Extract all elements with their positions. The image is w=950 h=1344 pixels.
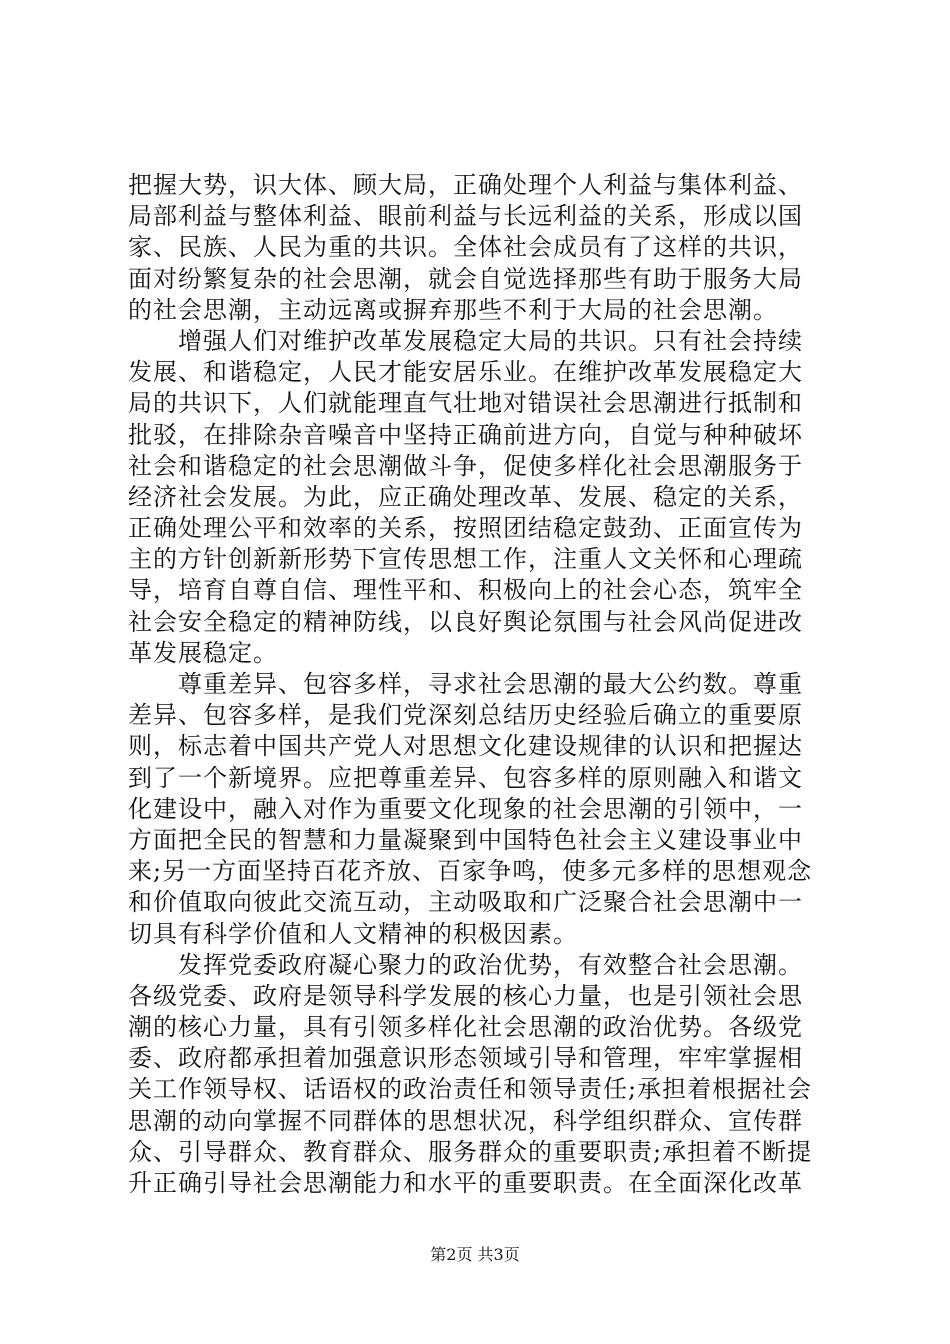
text-line: 来;另一方面坚持百花齐放、百家争鸣，使多元多样的思想观念 (128, 857, 813, 886)
text-line: 把握大势，识大体、顾大局，正确处理个人利益与集体利益、 (128, 171, 803, 199)
text-line: 到了一个新境界。应把尊重差异、包容多样的原则融入和谐文 (128, 763, 803, 792)
text-line: 局的共识下，人们就能理直气壮地对错误社会思潮进行抵制和 (128, 389, 803, 418)
text-line: 主的方针创新新形势下宣传思想工作，注重人文关怀和心理疏 (128, 545, 803, 574)
text-line: 关工作领导权、话语权的政治责任和领导责任;承担着根据社会 (128, 1075, 813, 1104)
text-line: 发展、和谐稳定，人民才能安居乐业。在维护改革发展稳定大 (128, 358, 803, 387)
text-line: 导，培育自尊自信、理性平和、积极向上的社会心态，筑牢全 (128, 576, 803, 605)
text-line: 思潮的动向掌握不同群体的思想状况，科学组织群众、宣传群 (128, 1106, 803, 1135)
text-line: 社会和谐稳定的社会思潮做斗争，促使多样化社会思潮服务于 (128, 451, 803, 480)
text-line: 潮的核心力量，具有引领多样化社会思潮的政治优势。各级党 (128, 1013, 803, 1042)
text-line: 尊重差异、包容多样，寻求社会思潮的最大公约数。尊重 (128, 670, 803, 698)
text-line: 经济社会发展。为此，应正确处理改革、发展、稳定的关系， (128, 482, 803, 511)
text-line: 方面把全民的智慧和力量凝聚到中国特色社会主义建设事业中 (128, 825, 803, 854)
text-line: 社会安全稳定的精神防线，以良好舆论氛围与社会风尚促进改 (128, 607, 803, 636)
text-line: 正确处理公平和效率的关系，按照团结稳定鼓劲、正面宣传为 (128, 514, 803, 543)
text-line: 各级党委、政府是领导科学发展的核心力量，也是引领社会思 (128, 981, 803, 1010)
text-line: 切具有科学价值和人文精神的积极因素。 (128, 919, 578, 948)
text-line: 批驳，在排除杂音噪音中坚持正确前进方向，自觉与种种破坏 (128, 420, 803, 449)
text-line: 革发展稳定。 (128, 638, 278, 667)
text-line: 化建设中，融入对作为重要文化现象的社会思潮的引领中，一 (128, 794, 803, 823)
text-line: 的社会思潮，主动远离或摒弃那些不利于大局的社会思潮。 (128, 295, 778, 324)
text-line: 面对纷繁复杂的社会思潮，就会自觉选择那些有助于服务大局 (128, 264, 803, 293)
text-line: 局部利益与整体利益、眼前利益与长远利益的关系，形成以国 (128, 202, 803, 231)
text-line: 众、引导群众、教育群众、服务群众的重要职责;承担着不断提 (128, 1137, 813, 1166)
text-line: 增强人们对维护改革发展稳定大局的共识。只有社会持续 (128, 326, 803, 355)
text-line: 委、政府都承担着加强意识形态领域引导和管理，牢牢掌握相 (128, 1044, 803, 1073)
text-line: 升正确引导社会思潮能力和水平的重要职责。在全面深化改革 (128, 1169, 803, 1197)
text-line: 则，标志着中国共产党人对思想文化建设规律的认识和把握达 (128, 732, 803, 761)
text-line: 发挥党委政府凝心聚力的政治优势，有效整合社会思潮。 (128, 950, 803, 979)
text-line: 家、民族、人民为重的共识。全体社会成员有了这样的共识， (128, 233, 803, 262)
text-line: 和价值取向彼此交流互动，主动吸取和广泛聚合社会思潮中一 (128, 888, 803, 917)
body-text (128, 170, 828, 1199)
page-footer: 第2页 共3页 (430, 1245, 520, 1264)
text-line: 差异、包容多样，是我们党深刻总结历史经验后确立的重要原 (128, 701, 803, 730)
